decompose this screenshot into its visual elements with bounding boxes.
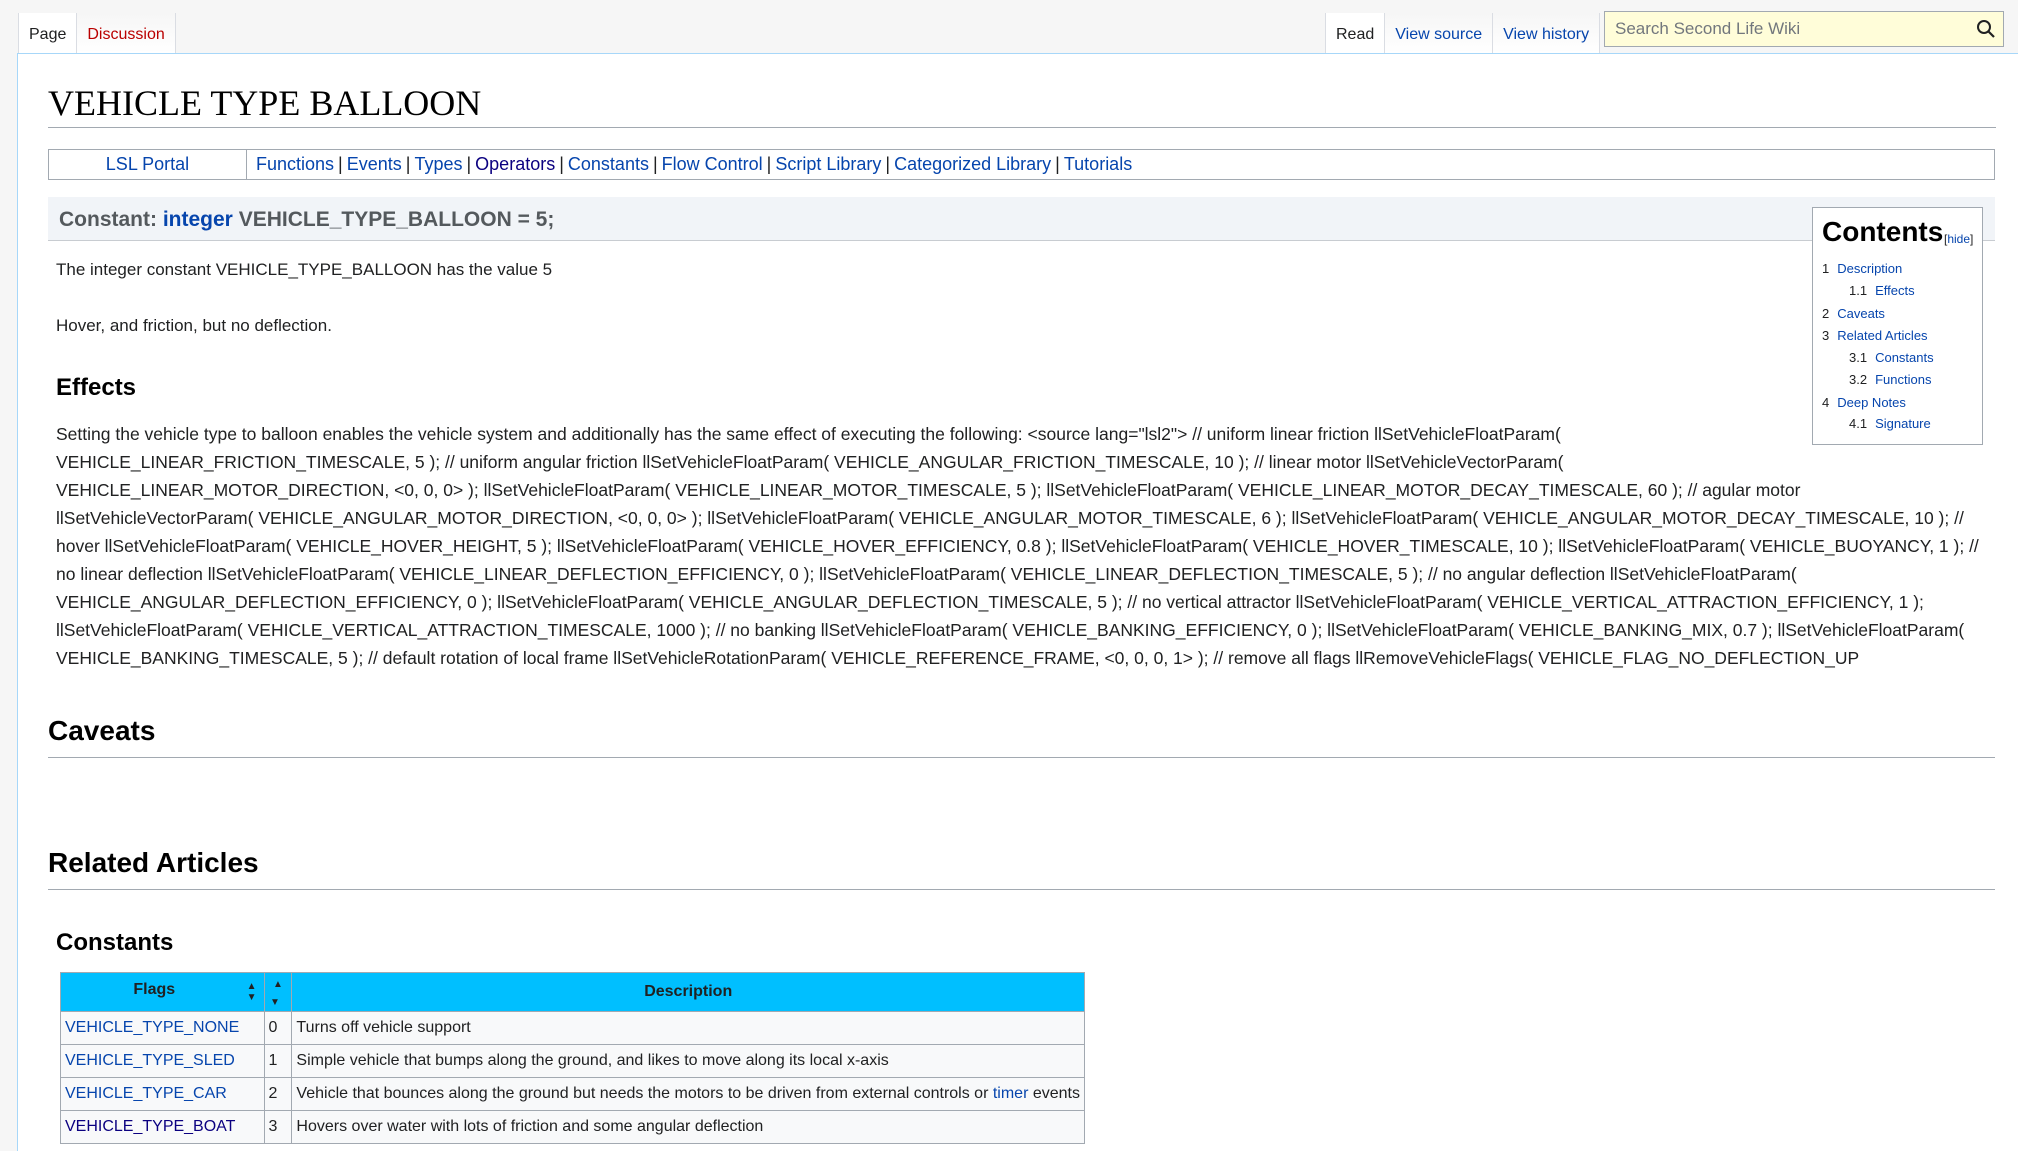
constant-summary: Hover, and friction, but no deflection. — [56, 316, 332, 335]
effects-line: hover llSetVehicleFloatParam( VEHICLE_HOVER_HEIGHT, 5 ); llSetVehicleFloatParam( VEHICLE_HOVER_EFFICIENCY, 0.8 ); llSetVehicleFloatParam( VEHICLE_HOVER_TIMESCALE, 10 ); llSetVehicleFloatParam( VEHICLE_BUOYANCY, 1 ); // — [56, 536, 1979, 556]
table-row — [61, 1045, 1085, 1078]
column-header-flags[interactable]: Flags ▲ ▼ — [61, 973, 265, 1012]
flag-value: 1 — [264, 1045, 292, 1078]
nav-events[interactable]: Events — [346, 154, 402, 174]
flag-description: Turns off vehicle support — [292, 1012, 1085, 1045]
nav-operators[interactable]: Operators — [475, 154, 556, 174]
constant-value-text: The integer constant VEHICLE_TYPE_BALLOON has the value 5 — [56, 260, 553, 279]
page-title: VEHICLE TYPE BALLOON — [48, 83, 482, 123]
tab-read[interactable]: Read — [1325, 13, 1385, 53]
effects-body — [56, 420, 2001, 672]
effects-heading: Effects — [56, 374, 137, 401]
flag-description: Vehicle that bounces along the ground but needs the motors to be driven from external controls or timer events — [292, 1078, 1085, 1111]
nav-flow-control[interactable]: Flow Control — [661, 154, 763, 174]
constant-declaration — [48, 197, 1995, 241]
tab-view-source[interactable]: View source — [1385, 13, 1493, 53]
effects-line: VEHICLE_LINEAR_MOTOR_DIRECTION, <0, 0, 0> ); llSetVehicleFloatParam( VEHICLE_LINEAR_MOTOR_TIMESCALE, 5 ); llSetVehicleFloatParam( VEHICLE_LINEAR_MOTOR_DECAY_TIMESCALE, 60 ); // agular motor — [56, 480, 1801, 500]
nav-constants[interactable]: Constants — [567, 154, 649, 174]
content-panel — [17, 53, 2018, 1151]
sort-icon: ▲ ▼ — [246, 981, 257, 1003]
flag-link[interactable]: VEHICLE_TYPE_NONE — [65, 1019, 240, 1036]
flag-value: 2 — [264, 1078, 292, 1111]
timer-link[interactable]: timer — [992, 1085, 1029, 1102]
effects-line: VEHICLE_BANKING_TIMESCALE, 5 ); // default rotation of local frame llSetVehicleRotationParam( VEHICLE_REFERENCE_FRAME, <0, 0, 0, 1> ); // remove all flags llRemoveVehicleFlags( VEHICLE_FLAG_NO_DEFLECTION_UP — [56, 648, 1860, 668]
table-row — [61, 1111, 1085, 1144]
effects-line: no linear deflection llSetVehicleFloatParam( VEHICLE_LINEAR_DEFLECTION_EFFICIENCY, 0 ); llSetVehicleFloatParam( VEHICLE_LINEAR_DEFLECTION_TIMESCALE, 5 ); // no angular deflection llSetVehicleFloatParam( — [56, 564, 1797, 584]
search-input[interactable] — [1605, 19, 1969, 39]
toc-item-deep-notes[interactable]: 4 Deep Notes — [1822, 395, 1906, 410]
flag-value: 3 — [264, 1111, 292, 1144]
tab-view-history[interactable]: View history — [1493, 13, 1600, 53]
nav-types[interactable]: Types — [414, 154, 463, 174]
toc-item-constants[interactable]: 3.1 Constants — [1849, 350, 1934, 365]
related-divider — [48, 889, 1995, 890]
flag-description: Simple vehicle that bumps along the ground, and likes to move along its local x-axis — [292, 1045, 1085, 1078]
nav-categorized-library[interactable]: Categorized Library — [894, 154, 1052, 174]
constant-decl: VEHICLE_TYPE_BALLOON = 5; — [238, 208, 555, 231]
search-icon — [1976, 19, 1996, 39]
title-divider — [48, 127, 1996, 128]
table-row — [61, 1012, 1085, 1045]
toc-item-functions[interactable]: 3.2 Functions — [1849, 372, 1932, 387]
toc-item-signature[interactable]: 4.1 Signature — [1849, 416, 1931, 431]
effects-line: llSetVehicleVectorParam( VEHICLE_ANGULAR_MOTOR_DIRECTION, <0, 0, 0> ); llSetVehicleFloatParam( VEHICLE_ANGULAR_MOTOR_TIMESCALE, 6 ); llSetVehicleFloatParam( VEHICLE_ANGULAR_MOTOR_DECAY_TIMESCALE, 10 ); // — [56, 508, 1964, 528]
toc-item-effects[interactable]: 1.1 Effects — [1849, 283, 1915, 298]
tab-discussion[interactable]: Discussion — [77, 13, 175, 53]
flag-description: Hovers over water with lots of friction and some angular deflection — [292, 1111, 1085, 1144]
flag-link[interactable]: VEHICLE_TYPE_BOAT — [65, 1118, 236, 1135]
constant-type-link[interactable]: integer — [162, 208, 233, 231]
column-header-description: Description — [292, 973, 1085, 1012]
caveats-divider — [48, 757, 1995, 758]
toc-item-related-articles[interactable]: 3 Related Articles — [1822, 328, 1928, 343]
nav-lsl-portal[interactable]: LSL Portal — [105, 154, 190, 174]
constant-prefix: Constant: — [59, 208, 157, 231]
nav-links: Functions | Events | Types | Operators | Constants | Flow Control | Script Library | Categorized Library | Tutorials — [256, 154, 1133, 174]
nav-tutorials[interactable]: Tutorials — [1063, 154, 1133, 174]
caveats-heading: Caveats — [48, 715, 156, 746]
toc-item-caveats[interactable]: 2 Caveats — [1822, 306, 1885, 321]
search-button[interactable] — [1969, 12, 2003, 46]
toc-hide-toggle[interactable]: [hide] — [1944, 232, 1974, 246]
constants-table — [60, 972, 1085, 1144]
effects-line: VEHICLE_LINEAR_FRICTION_TIMESCALE, 5 ); // uniform angular friction llSetVehicleFloatParam( VEHICLE_ANGULAR_FRICTION_TIMESCALE, 10 ); // linear motor llSetVehicleVectorParam( — [56, 452, 1564, 472]
search-box — [1604, 11, 2004, 47]
flag-link[interactable]: VEHICLE_TYPE_CAR — [65, 1085, 227, 1102]
view-tabs — [1325, 13, 1600, 53]
tab-page[interactable]: Page — [18, 13, 77, 53]
flag-link[interactable]: VEHICLE_TYPE_SLED — [65, 1052, 235, 1069]
related-articles-heading: Related Articles — [48, 847, 259, 878]
sort-icon: ▲ ▼ — [270, 979, 283, 1008]
namespace-tabs — [18, 13, 176, 53]
table-row — [61, 1078, 1085, 1111]
effects-line: llSetVehicleFloatParam( VEHICLE_VERTICAL_ATTRACTION_TIMESCALE, 1000 ); // no banking llSetVehicleFloatParam( VEHICLE_BANKING_EFFICIENCY, 0 ); llSetVehicleFloatParam( VEHICLE_BANKING_MIX, 0.7 ); llSetVehicleFloatParam( — [56, 620, 1965, 640]
nav-functions[interactable]: Functions — [256, 154, 335, 174]
lsl-navbox — [48, 149, 1995, 180]
toc-title: Contents — [1822, 216, 1944, 247]
effects-line: Setting the vehicle type to balloon enables the vehicle system and additionally has the same effect of executing the following: <source lang="lsl2"> // uniform linear friction llSetVehicleFloatParam( — [56, 424, 1561, 444]
toc-item-description[interactable]: 1 Description — [1822, 261, 1903, 276]
constants-heading: Constants — [56, 929, 174, 956]
flag-value: 0 — [264, 1012, 292, 1045]
column-header-value[interactable] — [264, 973, 292, 1012]
table-of-contents — [1812, 207, 1983, 445]
nav-script-library[interactable]: Script Library — [775, 154, 882, 174]
effects-line: VEHICLE_ANGULAR_DEFLECTION_EFFICIENCY, 0 ); llSetVehicleFloatParam( VEHICLE_ANGULAR_DEFLECTION_TIMESCALE, 5 ); // no vertical attractor llSetVehicleFloatParam( VEHICLE_VERTICAL_ATTRACTION_EFFICIENCY, 1 ); — [56, 592, 1924, 612]
